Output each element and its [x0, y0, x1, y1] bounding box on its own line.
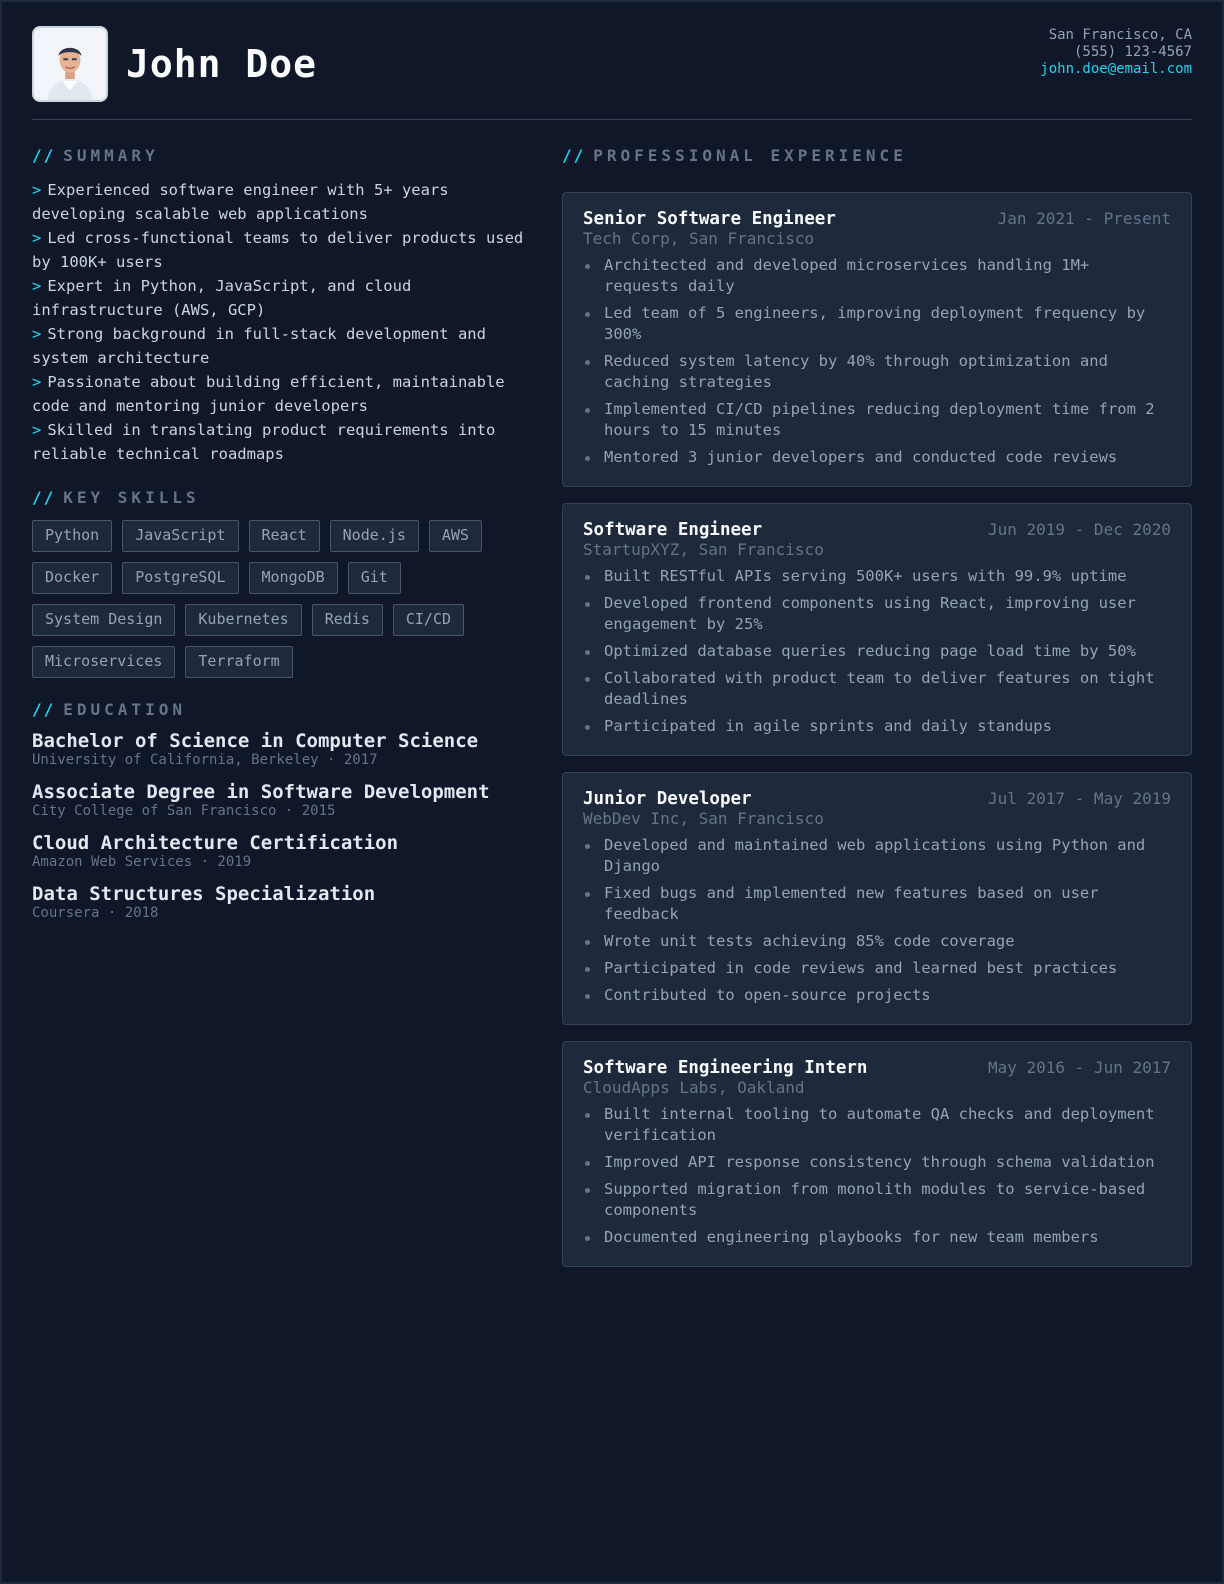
job-company: StartupXYZ, San Francisco: [583, 540, 824, 559]
job-title: Senior Software Engineer: [583, 209, 836, 229]
job-bullet: Developed and maintained web applications using Python and Django: [583, 835, 1171, 877]
caret-icon: >: [32, 277, 42, 295]
skill-chip: Kubernetes: [185, 604, 301, 636]
job-bullet: Developed frontend components using React, improving user engagement by 25%: [583, 593, 1171, 635]
job-company: Tech Corp, San Francisco: [583, 229, 815, 248]
skills-heading-label: KEY SKILLS: [63, 488, 200, 507]
caret-icon: >: [32, 181, 42, 199]
experience-heading-label: PROFESSIONAL EXPERIENCE: [593, 146, 907, 165]
summary-text: Passionate about building efficient, maintainable code and mentoring junior developers: [32, 373, 505, 415]
summary-list: [32, 178, 526, 466]
summary-text: Skilled in translating product requirements into reliable technical roadmaps: [32, 421, 496, 463]
education-item: [32, 832, 526, 871]
section-prefix: //: [562, 146, 586, 165]
job-bullets: [583, 1104, 1171, 1248]
job-bullet: Built RESTful APIs serving 500K+ users with 99.9% uptime: [583, 566, 1171, 587]
skills-heading: [32, 488, 526, 508]
job-bullets: [583, 566, 1171, 737]
skill-chip: Terraform: [185, 646, 292, 678]
job-bullet: Documented engineering playbooks for new team members: [583, 1227, 1171, 1248]
job-title: Software Engineering Intern: [583, 1058, 868, 1078]
job-header: [583, 789, 1171, 809]
left-column: [32, 146, 526, 1283]
section-prefix: //: [32, 146, 56, 165]
education-item: [32, 781, 526, 820]
job-company: WebDev Inc, San Francisco: [583, 809, 824, 828]
skill-chip: System Design: [32, 604, 175, 636]
email-link[interactable]: john.doe@email.com: [1040, 61, 1192, 77]
contact-block: [1040, 26, 1192, 78]
job-bullet: Implemented CI/CD pipelines reducing deployment time from 2 hours to 15 minutes: [583, 399, 1171, 441]
job-bullet: Fixed bugs and implemented new features based on user feedback: [583, 883, 1171, 925]
right-column: [562, 146, 1192, 1283]
job-company: CloudApps Labs, Oakland: [583, 1078, 805, 1097]
summary-text: Expert in Python, JavaScript, and cloud infrastructure (AWS, GCP): [32, 277, 412, 319]
skill-chip: Python: [32, 520, 112, 552]
job-bullet: Wrote unit tests achieving 85% code coverage: [583, 931, 1171, 952]
degree-meta: University of California, Berkeley · 2017: [32, 752, 378, 768]
job-bullets: [583, 835, 1171, 1006]
education-list: [32, 730, 526, 922]
job-header: [583, 209, 1171, 229]
section-prefix: //: [32, 700, 56, 719]
caret-icon: >: [32, 229, 42, 247]
job-bullet: Collaborated with product team to deliver features on tight deadlines: [583, 668, 1171, 710]
location-text: San Francisco, CA: [1048, 27, 1192, 43]
job-card: [562, 1041, 1192, 1267]
summary-heading: [32, 146, 526, 166]
job-bullet: Participated in code reviews and learned best practices: [583, 958, 1171, 979]
summary-line: [32, 418, 526, 466]
job-card: [562, 503, 1192, 756]
summary-text: Led cross-functional teams to deliver products used by 100K+ users: [32, 229, 524, 271]
caret-icon: >: [32, 373, 42, 391]
job-title: Junior Developer: [583, 789, 752, 809]
job-header: [583, 520, 1171, 540]
degree-title: Data Structures Specialization: [32, 883, 376, 905]
identity: [32, 26, 317, 102]
summary-heading-label: SUMMARY: [63, 146, 159, 165]
skill-chip: PostgreSQL: [122, 562, 238, 594]
section-prefix: //: [32, 488, 56, 507]
job-bullet: Architected and developed microservices handling 1M+ requests daily: [583, 255, 1171, 297]
summary-line: [32, 274, 526, 322]
phone-text: (555) 123-4567: [1073, 44, 1192, 60]
job-bullet: Improved API response consistency through schema validation: [583, 1152, 1171, 1173]
job-header: [583, 1058, 1171, 1078]
skill-chip: Git: [348, 562, 401, 594]
job-bullet: Contributed to open-source projects: [583, 985, 1171, 1006]
job-card: [562, 192, 1192, 487]
degree-meta: City College of San Francisco · 2015: [32, 803, 336, 819]
skill-chip: React: [249, 520, 320, 552]
experience-heading: [562, 146, 1192, 166]
summary-line: [32, 226, 526, 274]
skill-chip: Node.js: [330, 520, 419, 552]
experience-list: [562, 192, 1192, 1267]
caret-icon: >: [32, 325, 42, 343]
job-bullet: Optimized database queries reducing page load time by 50%: [583, 641, 1171, 662]
degree-title: Associate Degree in Software Development: [32, 781, 490, 803]
summary-line: [32, 322, 526, 370]
degree-title: Cloud Architecture Certification: [32, 832, 399, 854]
candidate-name: John Doe: [126, 42, 318, 86]
resume-header: [32, 26, 1192, 120]
skill-chip: Redis: [312, 604, 383, 636]
profile-photo: [32, 26, 108, 102]
skill-chip: Microservices: [32, 646, 175, 678]
job-bullet: Led team of 5 engineers, improving deployment frequency by 300%: [583, 303, 1171, 345]
job-dates: Jan 2021 - Present: [997, 209, 1171, 228]
summary-line: [32, 178, 526, 226]
degree-meta: Amazon Web Services · 2019: [32, 854, 252, 870]
caret-icon: >: [32, 421, 42, 439]
degree-title: Bachelor of Science in Computer Science: [32, 730, 479, 752]
job-dates: Jul 2017 - May 2019: [987, 789, 1171, 808]
job-bullet: Built internal tooling to automate QA checks and deployment verification: [583, 1104, 1171, 1146]
job-dates: Jun 2019 - Dec 2020: [987, 520, 1171, 539]
skill-chip: MongoDB: [249, 562, 338, 594]
job-title: Software Engineer: [583, 520, 763, 540]
skill-chip: AWS: [429, 520, 482, 552]
job-card: [562, 772, 1192, 1025]
summary-line: [32, 370, 526, 418]
skill-chip: JavaScript: [122, 520, 238, 552]
education-item: [32, 730, 526, 769]
skill-chip: CI/CD: [393, 604, 464, 636]
job-dates: May 2016 - Jun 2017: [987, 1058, 1171, 1077]
summary-text: Experienced software engineer with 5+ years developing scalable web applications: [32, 181, 449, 223]
education-heading-label: EDUCATION: [63, 700, 186, 719]
skills-list: [32, 520, 526, 678]
resume-body: [32, 146, 1192, 1283]
job-bullets: [583, 255, 1171, 468]
education-item: [32, 883, 526, 922]
summary-text: Strong background in full-stack development and system architecture: [32, 325, 486, 367]
education-heading: [32, 700, 526, 720]
job-bullet: Reduced system latency by 40% through optimization and caching strategies: [583, 351, 1171, 393]
job-bullet: Mentored 3 junior developers and conducted code reviews: [583, 447, 1171, 468]
job-bullet: Supported migration from monolith modules to service-based components: [583, 1179, 1171, 1221]
job-bullet: Participated in agile sprints and daily standups: [583, 716, 1171, 737]
skill-chip: Docker: [32, 562, 112, 594]
degree-meta: Coursera · 2018: [32, 905, 159, 921]
